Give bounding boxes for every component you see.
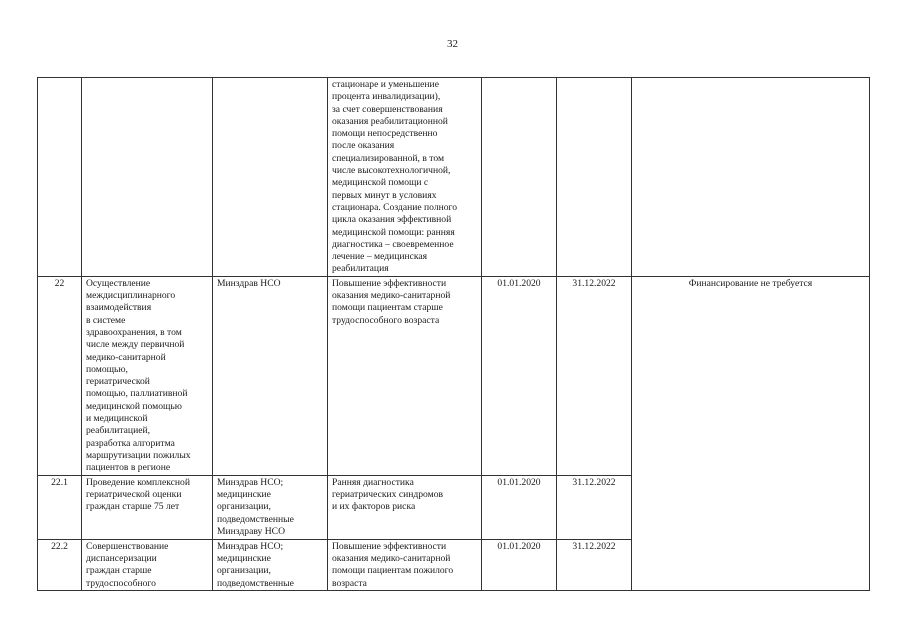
executor-cell: Минздрав НСО; медицинские организации, подведомственные [213, 539, 328, 590]
result-cell: стационаре и уменьшение процента инвалидизации), за счет совершенствования оказания реабилитационной помощи непосредственно после оказания специализированной, в том числе высокотехнологичной, медицинской помощи с первых минут в условиях стационара. Создание полного цикла оказания эффективной медицинской помощи: ранняя диагностика – своевременное лечение – медицинская реабилитация [328, 78, 482, 277]
row-number: 22 [38, 276, 82, 475]
activity-cell: Совершенствование диспансеризации граждан старше трудоспособного [82, 539, 213, 590]
result-cell: Повышение эффективности оказания медико-санитарной помощи пациентам пожилого возраста [328, 539, 482, 590]
measures-table [37, 77, 870, 591]
row-number: 22.1 [38, 475, 82, 539]
start-date-cell: 01.01.2020 [482, 539, 557, 590]
note-cell: Финансирование не требуется [632, 276, 870, 590]
end-date-cell: 31.12.2022 [557, 539, 632, 590]
result-cell: Повышение эффективности оказания медико-санитарной помощи пациентам старше трудоспособного возраста [328, 276, 482, 475]
page-number: 32 [447, 38, 458, 50]
executor-cell: Минздрав НСО [213, 276, 328, 475]
start-date-cell: 01.01.2020 [482, 276, 557, 475]
start-date-cell [482, 78, 557, 277]
activity-cell [82, 78, 213, 277]
note-cell [632, 78, 870, 277]
activity-cell: Проведение комплексной гериатрической оценки граждан старше 75 лет [82, 475, 213, 539]
end-date-cell: 31.12.2022 [557, 475, 632, 539]
start-date-cell: 01.01.2020 [482, 475, 557, 539]
result-cell: Ранняя диагностика гериатрических синдромов и их факторов риска [328, 475, 482, 539]
activity-cell: Осуществление междисциплинарного взаимодействия в системе здравоохранения, в том числе между первичной медико-санитарной помощью, гериатрической помощью, паллиативной медицинской помощью и медицинской реабилитацией, разработка алгоритма маршрутизации пожилых пациентов в регионе [82, 276, 213, 475]
row-number [38, 78, 82, 277]
row-number: 22.2 [38, 539, 82, 590]
end-date-cell [557, 78, 632, 277]
end-date-cell: 31.12.2022 [557, 276, 632, 475]
executor-cell: Минздрав НСО; медицинские организации, подведомственные Минздраву НСО [213, 475, 328, 539]
table-row [38, 276, 870, 475]
executor-cell [213, 78, 328, 277]
table-row [38, 78, 870, 277]
